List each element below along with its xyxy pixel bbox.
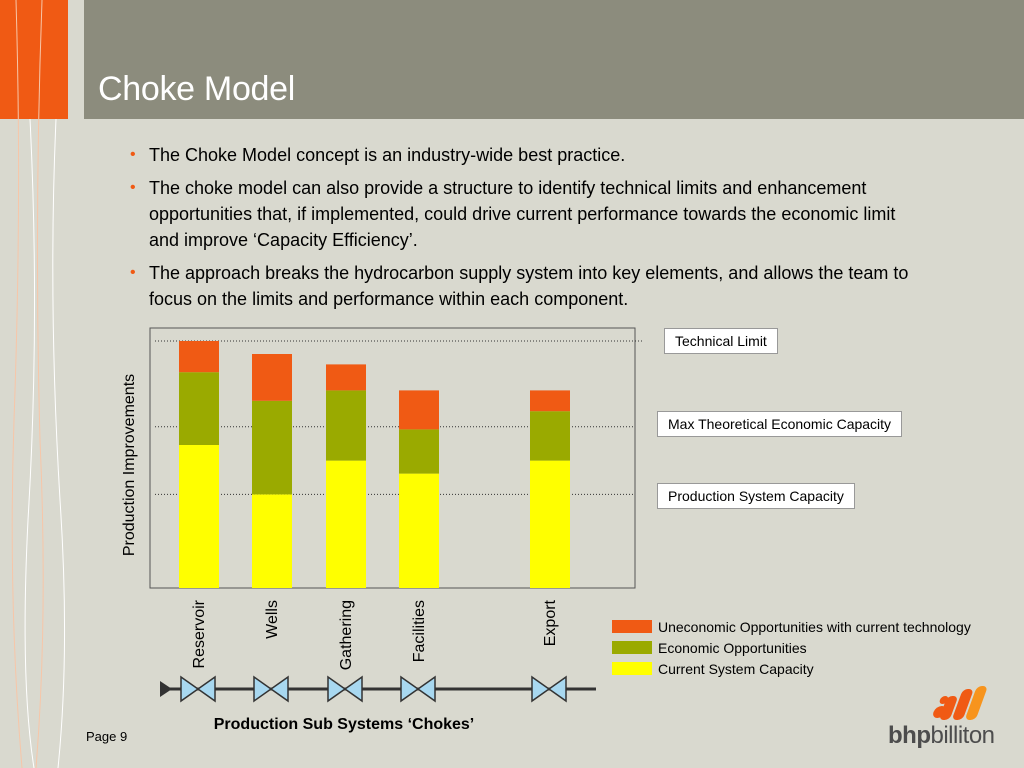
bar-segment: [530, 461, 570, 588]
category-label: Gathering: [338, 600, 355, 671]
bar-segment: [399, 429, 439, 473]
chart-legend: [612, 616, 971, 679]
category-label: Reservoir: [191, 600, 208, 669]
bar-segment: [530, 390, 570, 411]
x-axis-label: Production Sub Systems ‘Chokes’: [213, 716, 475, 733]
legend-item: [612, 658, 971, 679]
legend-swatch-uneconomic: [612, 620, 652, 633]
category-label: Wells: [264, 600, 281, 639]
bar-segment: [252, 494, 292, 588]
legend-label: Uneconomic Opportunities with current technology: [658, 618, 971, 635]
bar-segment: [399, 390, 439, 429]
legend-item: [612, 616, 971, 637]
bullet-icon: •: [130, 264, 136, 281]
logo-text: [888, 722, 995, 750]
bullet-text: The Choke Model concept is an industry-wide best practice.: [149, 145, 626, 165]
bar-segment: [530, 411, 570, 460]
bar-segment: [179, 372, 219, 445]
callout-technical-limit: Technical Limit: [664, 328, 778, 354]
bar-segment: [252, 401, 292, 495]
bullet-text: The choke model can also provide a structure to identify technical limits and enhancement opportunities that, if implemented, could drive current performance towards the economic limit and improve ‘Capacity Efficiency’.: [149, 178, 896, 250]
slide-title: Choke Model: [98, 70, 296, 108]
legend-label: Economic Opportunities: [658, 639, 807, 656]
bar-segment: [399, 474, 439, 588]
bar-segment: [326, 364, 366, 390]
y-axis-label: Production Improvements: [121, 373, 138, 557]
valve-icon: [328, 677, 362, 701]
category-labels: [191, 599, 559, 670]
callout-production-system-capacity: Production System Capacity: [657, 483, 855, 509]
logo-bold: bhp: [888, 722, 931, 749]
category-label: Export: [542, 600, 559, 647]
legend-label: Current System Capacity: [658, 660, 814, 677]
page-number: Page 9: [86, 729, 128, 744]
callout-max-economic-capacity: Max Theoretical Economic Capacity: [657, 411, 902, 437]
valve-icon: [181, 677, 215, 701]
valve-icon: [401, 677, 435, 701]
bullet-icon: •: [130, 146, 136, 163]
category-label: Facilities: [411, 600, 428, 663]
bar-segment: [179, 341, 219, 372]
bullet-icon: •: [130, 179, 136, 196]
legend-item: [612, 637, 971, 658]
valve-icon: [532, 677, 566, 701]
bhp-logo-icon: [889, 686, 999, 722]
bullet-text: The approach breaks the hydrocarbon supply system into key elements, and allows the team to focus on the limits and performance within each component.: [149, 263, 909, 309]
valve-icon: [254, 677, 288, 701]
bar-segment: [326, 390, 366, 460]
legend-swatch-economic: [612, 641, 652, 654]
logo-regular: billiton: [930, 722, 995, 749]
legend-swatch-current: [612, 662, 652, 675]
bar-segment: [326, 461, 366, 588]
bar-segment: [252, 354, 292, 401]
supply-line-arrow-icon: [160, 681, 172, 697]
bar-segment: [179, 445, 219, 588]
